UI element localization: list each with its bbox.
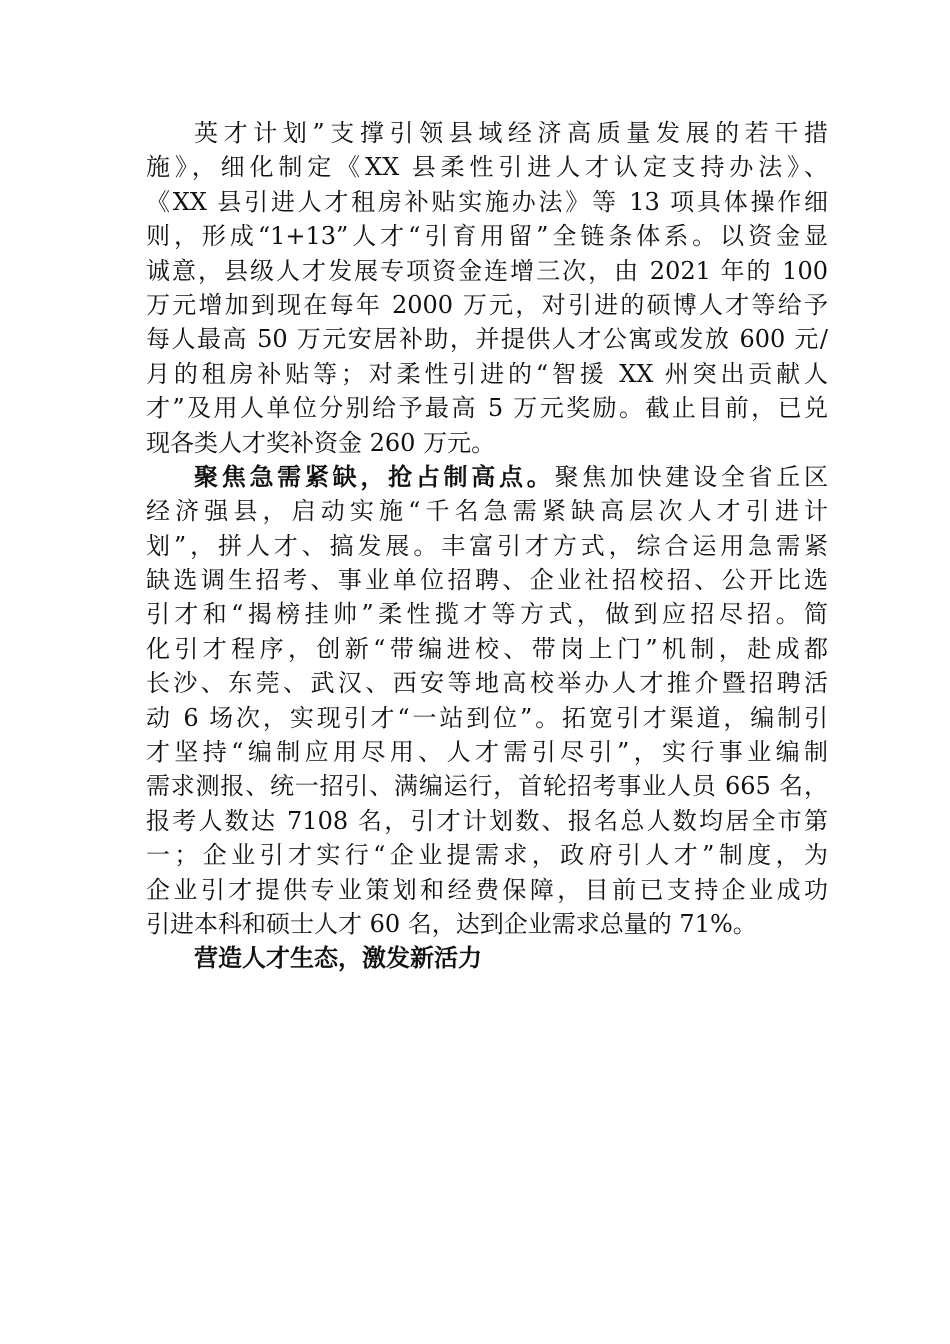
paragraph-talent-funding [146, 116, 828, 460]
text-line: 则，形成“1+13”人才“引育用留”全链条体系。以资金显 [146, 222, 828, 251]
paragraph-heading: 聚焦急需紧缺，抢占制高点。 [194, 462, 555, 491]
text-line [146, 460, 828, 494]
text-line: 企业引才提供专业策划和经费保障，目前已支持企业成功 [146, 875, 828, 904]
paragraph-talent-ecology [146, 941, 828, 975]
text-line: 月的租房补贴等；对柔性引进的“智援 XX 州突出贡献人 [146, 359, 828, 388]
paragraph-urgent-talent [146, 460, 828, 941]
text-line: 引才和“揭榜挂帅”柔性揽才等方式，做到应招尽招。简 [146, 600, 828, 629]
text-line: 《XX 县引进人才租房补贴实施办法》等 13 项具体操作细 [146, 187, 828, 216]
document-body [146, 116, 828, 976]
text-line: 每人最高 50 万元安居补助，并提供人才公寓或发放 600 元/ [146, 325, 828, 354]
text-line: 经济强县，启动实施“千名急需紧缺高层次人才引进计 [146, 497, 828, 526]
text-run: 聚焦加快建设全省丘区 [554, 462, 829, 491]
text-line: 英才计划”支撑引领县域经济高质量发展的若干措 [194, 119, 828, 147]
text-line: 一；企业引才实行“企业提需求，政府引人才”制度，为 [146, 841, 828, 870]
text-line: 需求测报、统一招引、满编运行，首轮招考事业人员 665 名， [146, 772, 828, 801]
text-line: 缺选调生招考、事业单位招聘、企业社招校招、公开比选 [146, 566, 828, 595]
section-heading: 营造人才生态，激发新活力 [194, 944, 482, 973]
text-line: 化引才程序，创新“带编进校、带岗上门”机制，赴成都 [146, 634, 828, 663]
text-line: 才坚持“编制应用尽用、人才需引尽引”，实行事业编制 [146, 738, 828, 767]
text-line: 动 6 场次，实现引才“一站到位”。拓宽引才渠道，编制引 [146, 703, 828, 732]
text-line: 现各类人才奖补资金 260 万元。 [146, 428, 496, 457]
text-line: 才”及用人单位分别给予最高 5 万元奖励。截止目前，已兑 [146, 394, 828, 423]
text-line: 划”，拼人才、搞发展。丰富引才方式，综合运用急需紧 [146, 531, 828, 560]
text-line: 报考人数达 7108 名，引才计划数、报名总人数均居全市第 [146, 806, 828, 835]
text-line: 引进本科和硕士人才 60 名，达到企业需求总量的 71%。 [146, 909, 757, 938]
text-line: 万元增加到现在每年 2000 万元，对引进的硕博人才等给予 [146, 290, 828, 319]
text-line: 诚意，县级人才发展专项资金连增三次，由 2021 年的 100 [146, 256, 828, 285]
text-line: 施》，细化制定《XX 县柔性引进人才认定支持办法》、 [146, 153, 828, 182]
text-line: 长沙、东莞、武汉、西安等地高校举办人才推介暨招聘活 [146, 669, 828, 698]
